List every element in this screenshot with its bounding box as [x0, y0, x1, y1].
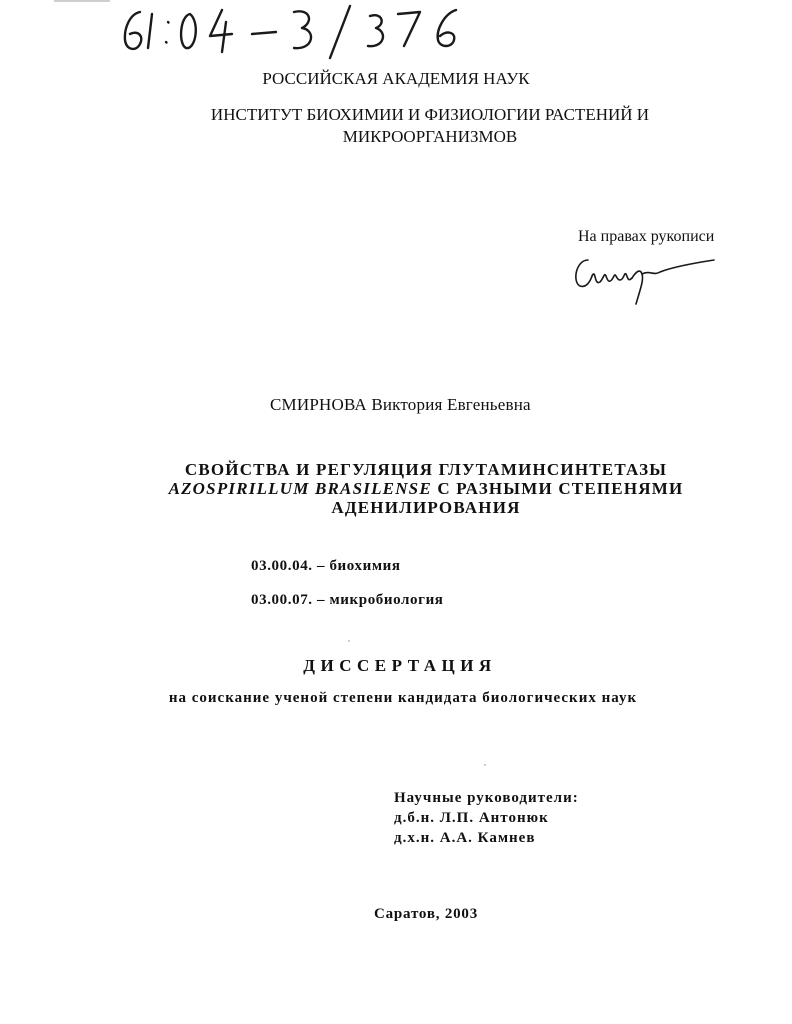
- title-line1: СВОЙСТВА И РЕГУЛЯЦИЯ ГЛУТАМИНСИНТЕТАЗЫ: [184, 460, 668, 479]
- manuscript-rights-note: На правах рукописи: [578, 228, 715, 245]
- advisors-heading: Научные руководители:: [394, 790, 579, 806]
- specialty-microbiology: 03.00.07. – микробиология: [251, 592, 444, 608]
- scan-mark: [54, 0, 110, 2]
- institute-name: [0, 104, 792, 148]
- advisors-block: [394, 788, 579, 848]
- author-name: СМИРНОВА Виктория Евгеньевна: [270, 395, 531, 414]
- institute-name-line2: МИКРООРГАНИЗМОВ: [342, 127, 518, 146]
- handwritten-signature: [570, 246, 720, 312]
- academy-name: РОССИЙСКАЯ АКАДЕМИЯ НАУК: [262, 69, 530, 88]
- institute-name-line1: ИНСТИТУТ БИОХИМИИ И ФИЗИОЛОГИИ РАСТЕНИЙ И: [210, 105, 650, 124]
- title-line3: АДЕНИЛИРОВАНИЯ: [331, 498, 521, 517]
- advisor-item: д.б.н. Л.П. Антонюк: [394, 810, 549, 826]
- scan-speck: [348, 640, 350, 642]
- dissertation-title: [0, 460, 792, 517]
- place-and-year: Саратов, 2003: [373, 906, 479, 922]
- advisor-item: д.х.н. А.А. Камнев: [394, 830, 536, 846]
- document-type: ДИССЕРТАЦИЯ: [303, 656, 497, 675]
- handwritten-archive-code: [118, 0, 498, 60]
- title-line2: [0, 479, 792, 498]
- scan-speck: [484, 764, 486, 766]
- title-line2-rest: С РАЗНЫМИ СТЕПЕНЯМИ: [431, 479, 684, 498]
- organism-name: AZOSPIRILLUM BRASILENSE: [168, 479, 432, 498]
- degree-line: на соискание ученой степени кандидата биологических наук: [168, 690, 638, 706]
- specialty-biochemistry: 03.00.04. – биохимия: [251, 558, 401, 574]
